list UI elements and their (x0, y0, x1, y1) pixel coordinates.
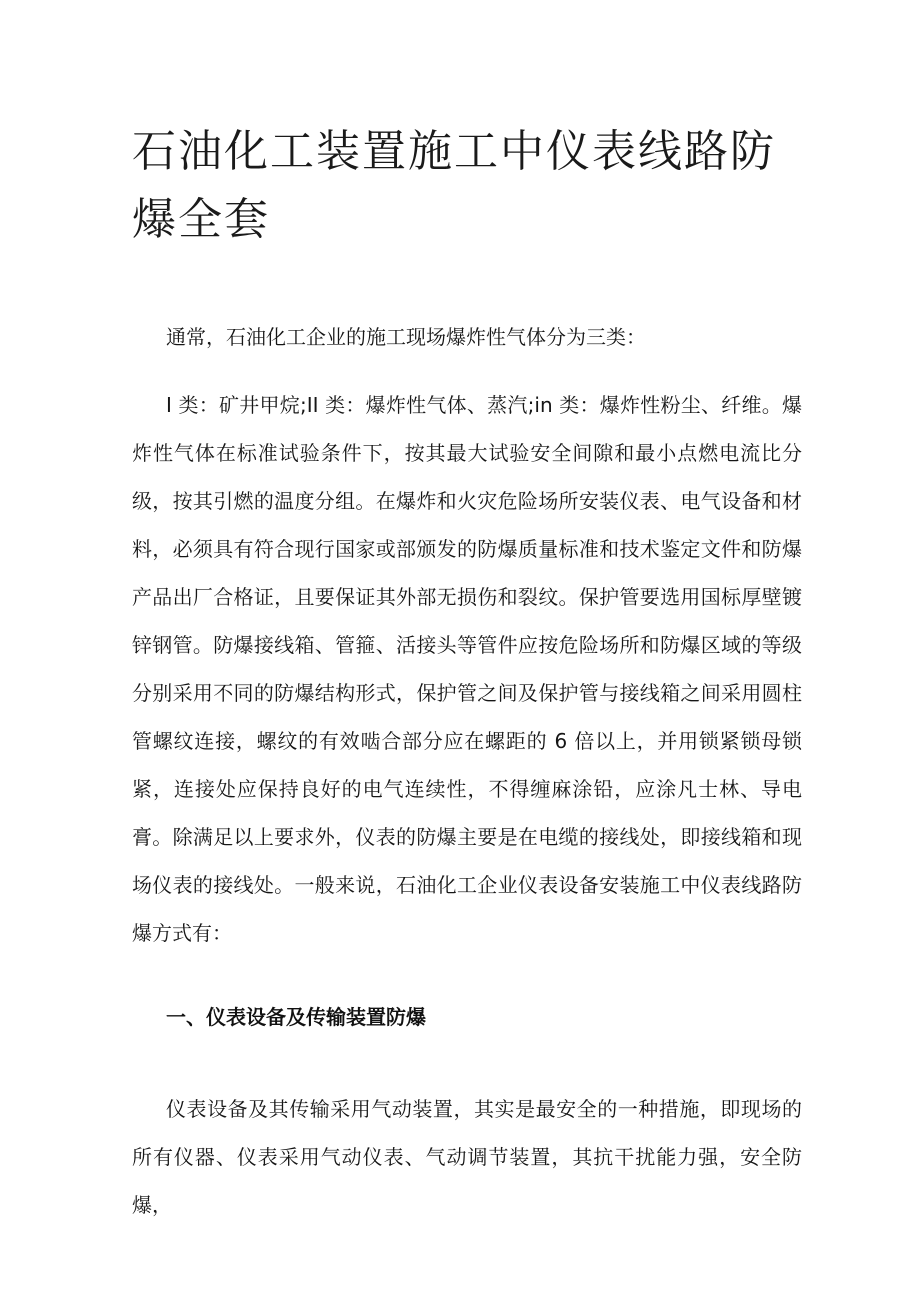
body-paragraph: I 类：矿井甲烷;II 类：爆炸性气体、蒸汽;in 类：爆炸性粉尘、纤维。爆炸性气体在标准试验条件下，按其最大试验安全间隙和最小点燃电流比分级，按其引燃的温度分组。在爆炸和火灾危险场所安装仪表、电气设备和材料，必须具有符合现行国家或部颁发的防爆质量标准和技术鉴定文件和防爆产品出厂合格证，且要保证其外部无损伤和裂纹。保护管要选用国标厚壁镀锌钢管。防爆接线箱、管箍、活接头等管件应按危险场所和防爆区域的等级分别采用不同的防爆结构形式，保护管之间及保护管与接线箱之间采用圆柱管螺纹连接，螺纹的有效啮合部分应在螺距的 6 倍以上，并用锁紧锁母锁紧，连接处应保持良好的电气连续性，不得缠麻涂铅，应涂凡士林、导电膏。除满足以上要求外，仪表的防爆主要是在电缆的接线处，即接线箱和现场仪表的接线处。一般来说，石油化工企业仪表设备安装施工中仪表线路防爆方式有： (132, 393, 802, 945)
section-heading-1: 一、仪表设备及传输装置防爆 (166, 1005, 426, 1029)
intro-paragraph: 通常，石油化工企业的施工现场爆炸性气体分为三类： (166, 325, 646, 349)
document-title: 石油化工装置施工中仪表线路防爆全套 (132, 126, 776, 245)
section-1-paragraph: 仪表设备及其传输采用气动装置，其实是最安全的一种措施，即现场的所有仪器、仪表采用气动仪表、气动调节装置，其抗干扰能力强，安全防爆， (132, 1097, 802, 1217)
